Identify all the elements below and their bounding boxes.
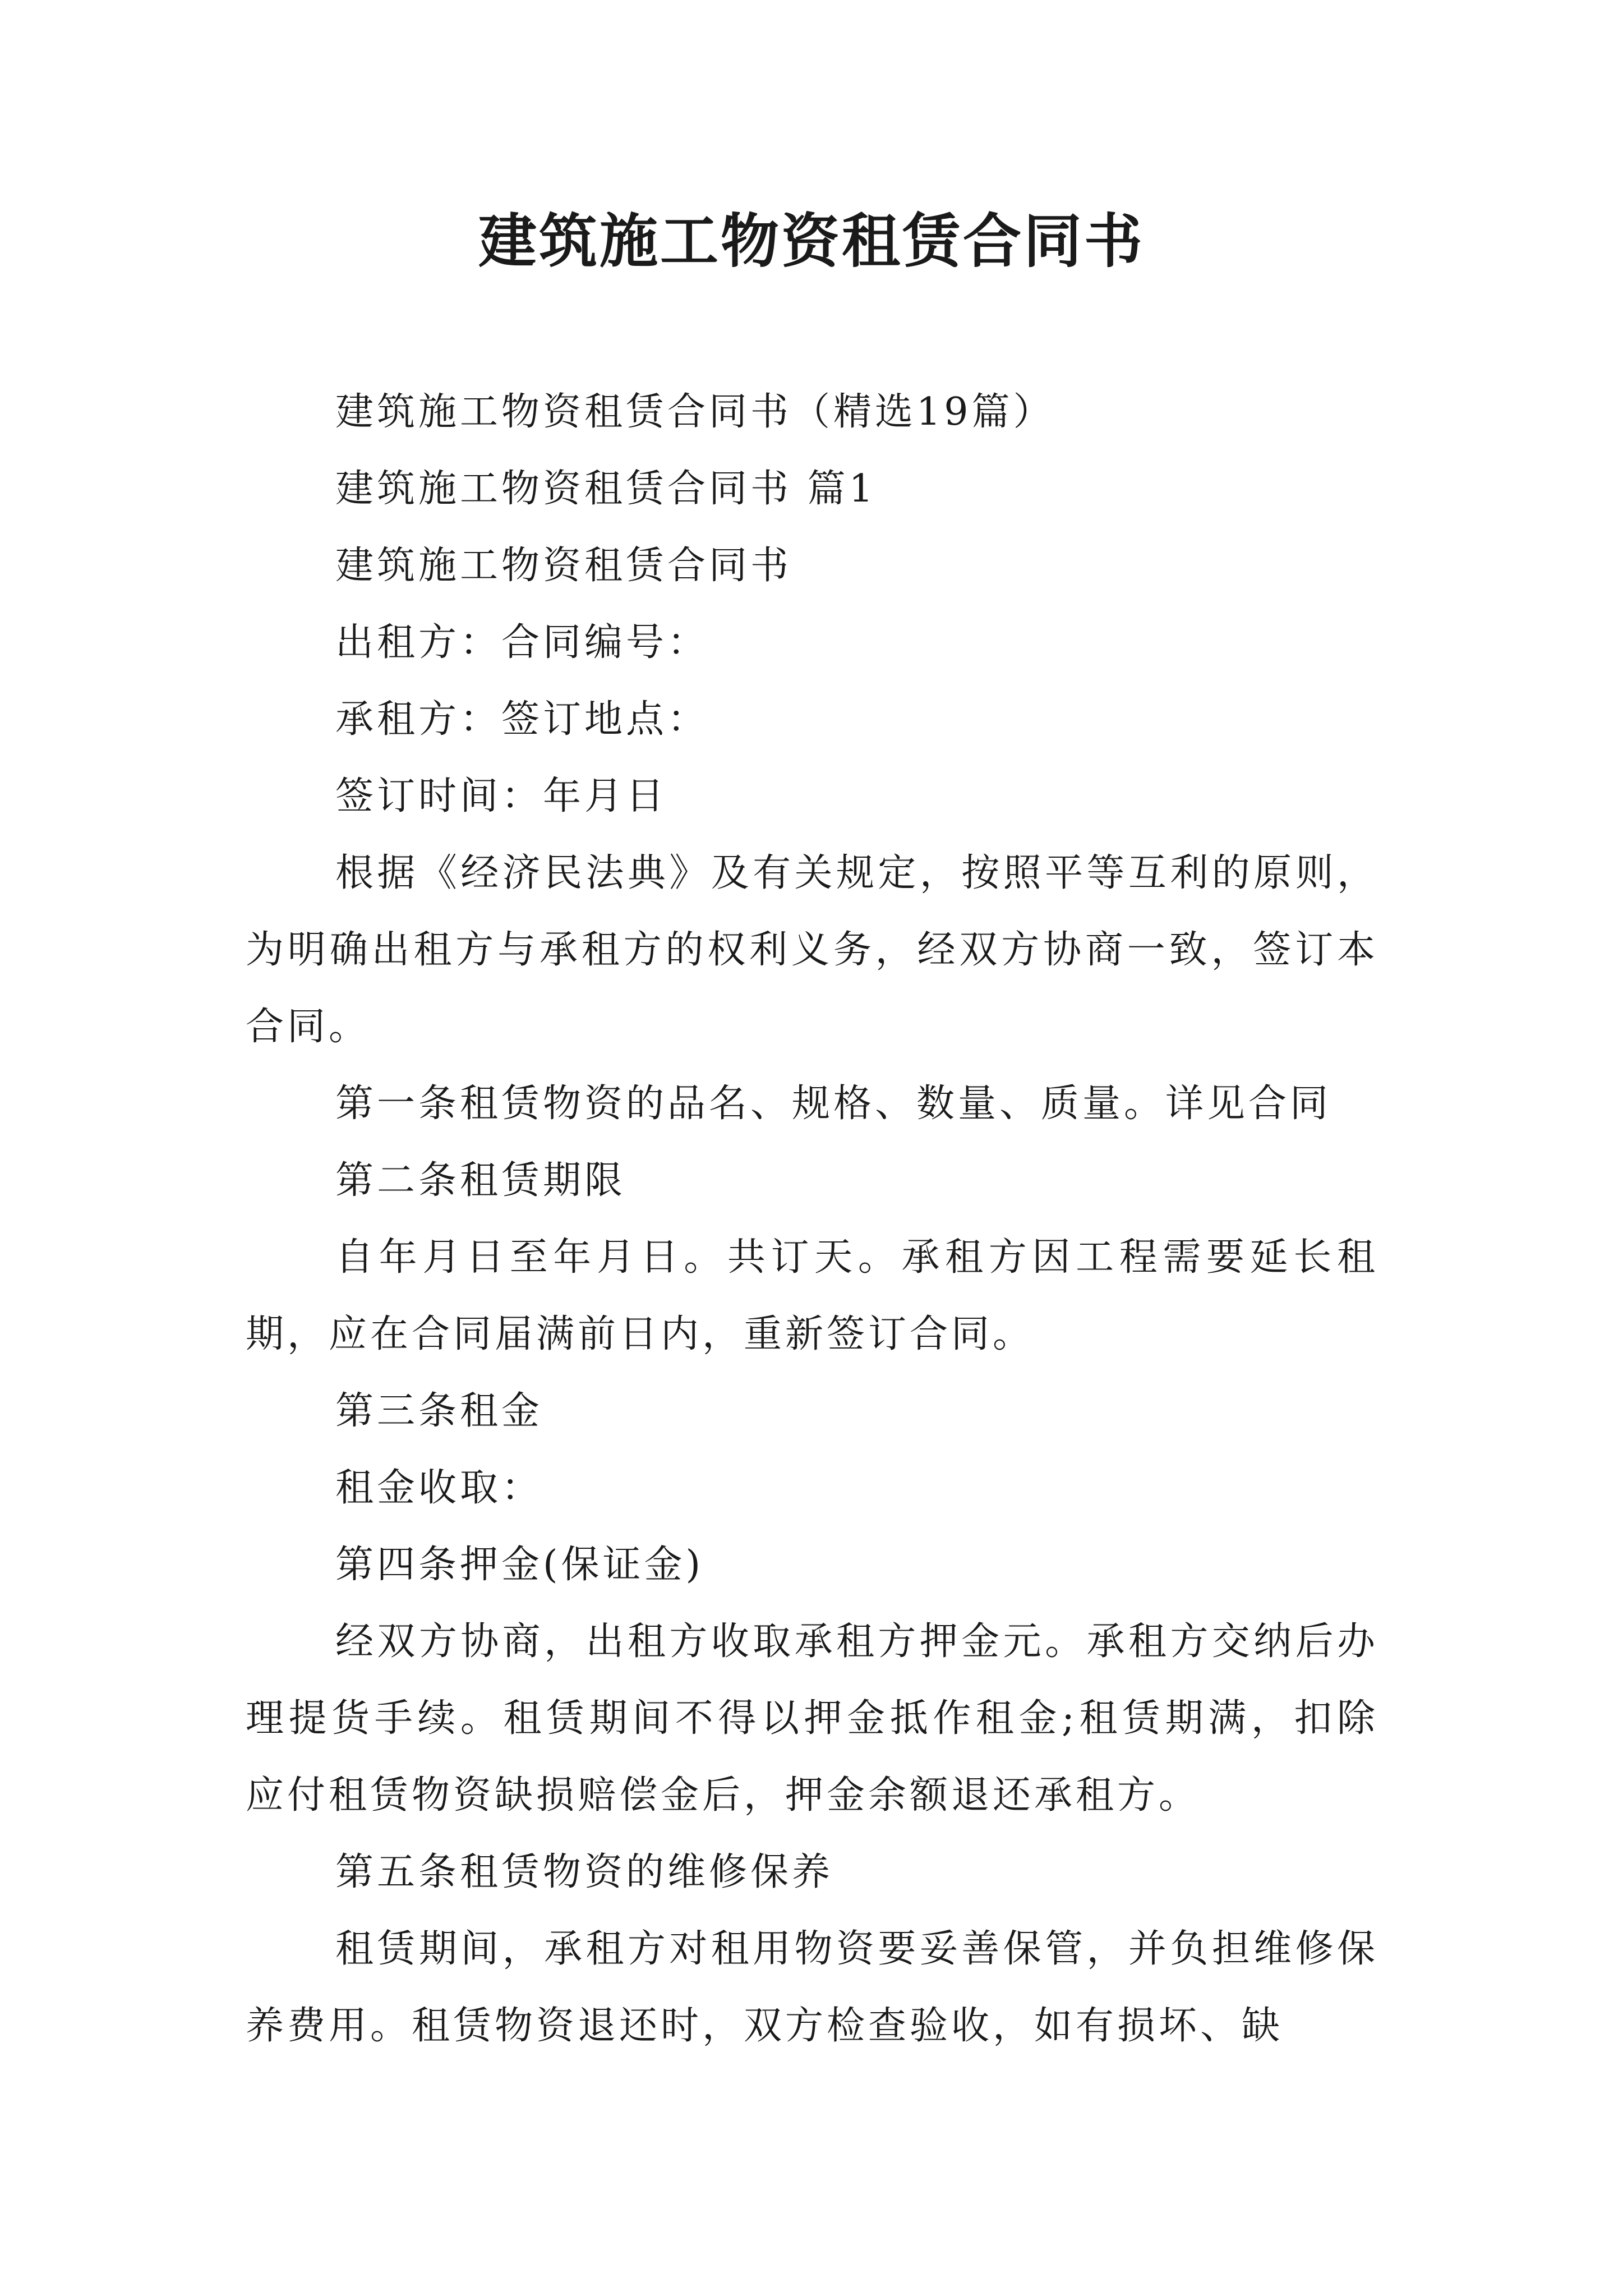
paragraph-section-heading: 建筑施工物资租赁合同书 篇1 xyxy=(335,467,877,511)
paragraph-article-5-heading: 第五条租赁物资的维修保养 xyxy=(335,1850,834,1894)
paragraph-article-2-body: 自年月日至年月日。共订天。承租方因工程需要延长租期，应在合同届满前日内，重新签订合同。 xyxy=(246,1235,1378,1356)
paragraph-article-3-heading: 第三条租金 xyxy=(335,1389,543,1433)
paragraph-sign-time: 签订时间：年月日 xyxy=(335,774,668,818)
paragraph-article-3-body: 租金收取： xyxy=(335,1466,543,1510)
document-body xyxy=(246,374,1378,2064)
paragraph-subtitle: 建筑施工物资租赁合同书（精选19篇） xyxy=(335,390,1055,434)
paragraph-article-5-body: 租赁期间，承租方对租用物资要妥善保管，并负担维修保养费用。租赁物资退还时，双方检查验收，如有损坏、缺 xyxy=(246,1927,1378,2048)
paragraph-article-1: 第一条租赁物资的品名、规格、数量、质量。详见合同 xyxy=(335,1082,1332,1126)
paragraph-lessee: 承租方：签订地点： xyxy=(335,697,709,742)
paragraph-article-2-heading: 第二条租赁期限 xyxy=(335,1158,626,1203)
paragraph-preamble: 根据《经济民法典》及有关规定，按照平等互利的原则，为明确出租方与承租方的权利义务，经双方协商一致，签订本合同。 xyxy=(246,851,1378,1049)
paragraph-article-4-heading: 第四条押金(保证金) xyxy=(335,1543,704,1587)
paragraph-lessor: 出租方：合同编号： xyxy=(335,620,709,665)
paragraph-article-4-body: 经双方协商，出租方收取承租方押金元。承租方交纳后办理提货手续。租赁期间不得以押金抵作租金;租赁期满，扣除应付租赁物资缺损赔偿金后，押金余额退还承租方。 xyxy=(246,1619,1378,1818)
document-title: 建筑施工物资租赁合同书 xyxy=(478,206,1145,275)
paragraph-contract-title: 建筑施工物资租赁合同书 xyxy=(335,544,792,588)
